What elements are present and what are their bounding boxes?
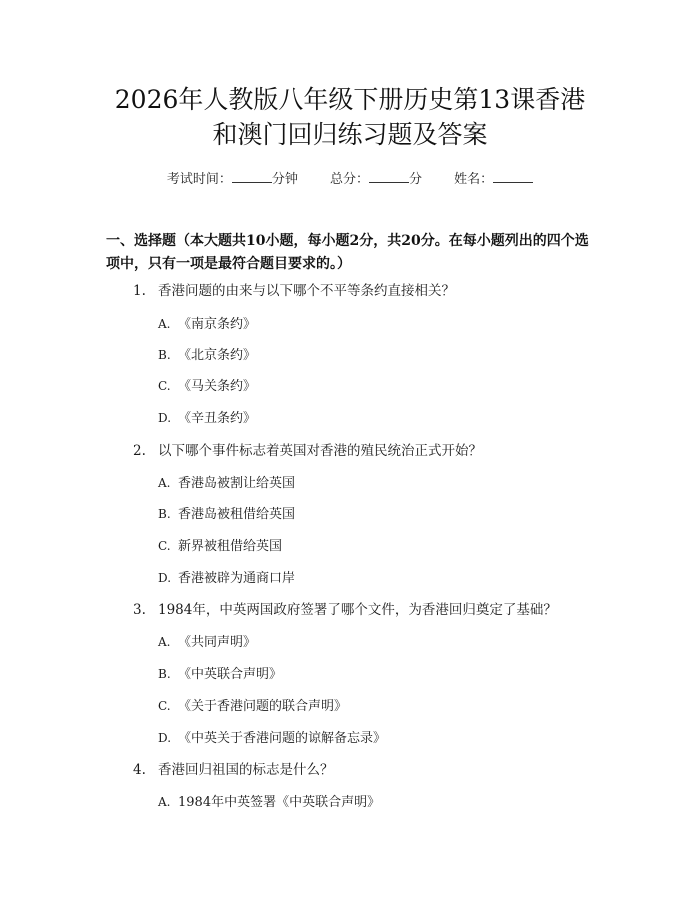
question-text: 1984年，中英两国政府签署了哪个文件，为香港回归奠定了基础？ [158, 602, 557, 618]
option-text: 《南京条约》 [178, 317, 257, 332]
option-text: 《辛丑条约》 [178, 411, 257, 426]
option-letter: B. [158, 348, 171, 362]
option-text: 《关于香港问题的联合声明》 [178, 699, 348, 714]
question-4 [133, 761, 653, 779]
section-heading-line-2: 项中，只有一项是最符合题目要求的。） [106, 256, 351, 272]
document-title-line-2: 和澳门回归练习题及答案 [212, 120, 488, 149]
question-3 [133, 601, 653, 619]
exam-name [454, 168, 533, 187]
section-heading-line-1: 一、选择题（本大题共10小题，每小题2分，共20分。在每小题列出的四个选 [106, 233, 589, 249]
option-text: 《马关条约》 [178, 379, 257, 394]
question-number: 1. [133, 283, 146, 299]
exam-score-blank [369, 170, 409, 183]
option-text: 新界被租借给英国 [178, 539, 283, 554]
option-text: 香港岛被租借给英国 [178, 507, 296, 522]
option-text: 香港被辟为通商口岸 [178, 571, 296, 586]
exam-name-label: 姓名： [454, 172, 494, 187]
exam-name-blank [493, 170, 533, 183]
option-text: 《中英关于香港问题的谅解备忘录》 [178, 731, 387, 746]
question-2-option-a [158, 474, 638, 493]
question-4-option-a [158, 793, 638, 812]
exam-score-label: 总分： [329, 172, 369, 187]
question-1-option-b [158, 346, 638, 365]
option-letter: B. [158, 507, 171, 521]
question-number: 2. [133, 443, 146, 459]
question-2-option-b [158, 505, 638, 524]
exam-score-unit: 分 [409, 172, 423, 187]
option-text: 香港岛被割让给英国 [178, 476, 296, 491]
question-1-option-a [158, 315, 638, 334]
option-text: 《北京条约》 [178, 348, 257, 363]
question-2-option-d [158, 569, 638, 588]
exam-time-unit: 分钟 [271, 172, 298, 187]
option-letter: D. [158, 571, 172, 585]
option-text: 1984年中英签署《中英联合声明》 [178, 795, 381, 810]
option-text: 《中英联合声明》 [178, 667, 283, 682]
question-number: 4. [133, 762, 146, 778]
option-letter: B. [158, 667, 171, 681]
exam-time-label: 考试时间： [166, 172, 232, 187]
option-letter: A. [158, 317, 171, 331]
question-1-option-d [158, 409, 638, 428]
question-text: 香港回归祖国的标志是什么？ [158, 762, 334, 778]
exam-info [0, 168, 700, 187]
question-text: 香港问题的由来与以下哪个不平等条约直接相关？ [158, 283, 455, 299]
option-letter: A. [158, 476, 171, 490]
question-text: 以下哪个事件标志着英国对香港的殖民统治正式开始？ [158, 443, 482, 459]
exam-time [167, 168, 298, 187]
option-letter: D. [158, 411, 172, 425]
question-3-option-d [158, 729, 638, 748]
question-number: 3. [133, 602, 146, 618]
question-3-option-b [158, 665, 638, 684]
question-3-option-a [158, 633, 638, 652]
question-1 [133, 282, 653, 300]
option-letter: C. [158, 539, 171, 553]
question-1-option-c [158, 377, 638, 396]
option-letter: C. [158, 699, 171, 713]
question-3-option-c [158, 697, 638, 716]
option-text: 《共同声明》 [178, 635, 257, 650]
exam-time-blank [232, 170, 272, 183]
question-2-option-c [158, 537, 638, 556]
option-letter: A. [158, 795, 171, 809]
document-title-line-1: 2026年人教版八年级下册历史第13课香港 [114, 85, 586, 114]
exam-score [330, 168, 422, 187]
option-letter: C. [158, 379, 171, 393]
question-2 [133, 442, 653, 460]
option-letter: D. [158, 731, 172, 745]
option-letter: A. [158, 635, 171, 649]
